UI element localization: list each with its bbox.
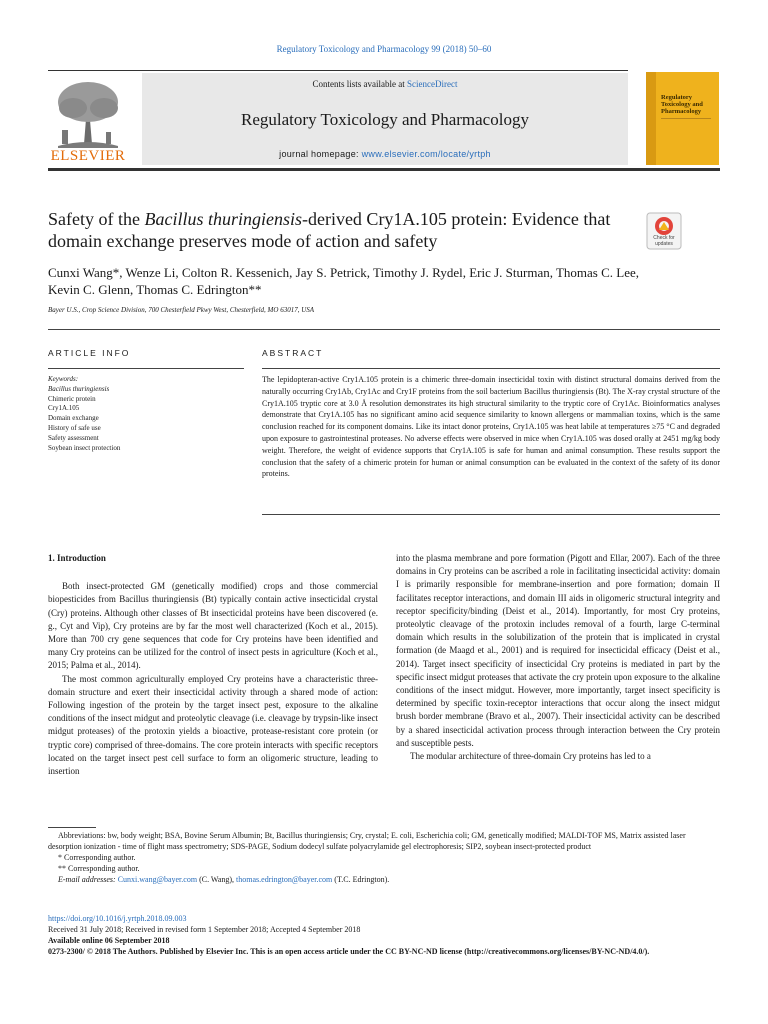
received-dates: Received 31 July 2018; Received in revised form 1 September 2018; Accepted 4 September 2018 <box>48 925 361 934</box>
keyword: Chimeric protein <box>48 394 96 403</box>
header-divider <box>48 329 720 330</box>
email-link-edrington[interactable]: thomas.edrington@bayer.com <box>236 875 333 884</box>
publication-info <box>48 913 720 957</box>
footnotes <box>48 830 720 885</box>
title-part-a: Safety of the <box>48 209 145 229</box>
cover-decoration <box>661 118 711 149</box>
email-addresses <box>48 874 720 885</box>
email-name-wang: (C. Wang), <box>197 875 237 884</box>
keyword: Soybean insect protection <box>48 443 121 452</box>
banner-top-rule <box>48 70 628 71</box>
banner-bottom-rule <box>48 168 720 171</box>
keywords-list <box>48 375 248 453</box>
journal-title: Regulatory Toxicology and Pharmacology <box>241 110 529 129</box>
email-label: E-mail addresses: <box>58 875 118 884</box>
abstract-rule <box>262 368 720 369</box>
journal-citation[interactable]: Regulatory Toxicology and Pharmacology 99 (2018) 50–60 <box>276 44 492 54</box>
article-info-heading: ARTICLE INFO <box>48 348 131 358</box>
article-info-rule <box>48 368 244 369</box>
body-paragraph: The most common agriculturally employed Cry proteins have a characteristic three-domain structure and exert their insecticidal activity through a shared mode of action: Following ingestion of the protein by the target insect pest, exposure to the alkaline conditions of the insect midgut and proteolytic cleavage (i.e. cleavage by trypsin-like insect midgut proteases) of the protoxin yields a bioactive, protease-resistant core protein (or tryptic core) comprised of three-domains. The core protein interacts with specific receptors located on the target insect pest cell surface to form an oligomeric structure, leading to insertion <box>48 673 378 777</box>
body-column-right <box>396 552 720 763</box>
homepage-prefix: journal homepage: <box>279 149 362 159</box>
email-link-wang[interactable]: Cunxi.wang@bayer.com <box>117 875 198 884</box>
homepage-link[interactable]: www.elsevier.com/locate/yrtph <box>361 149 491 159</box>
keyword: Safety assessment <box>48 433 99 442</box>
doi-link[interactable]: https://doi.org/10.1016/j.yrtph.2018.09.003 <box>48 914 187 923</box>
elsevier-wordmark: ELSEVIER <box>50 148 126 164</box>
title-part-b: -derived Cry1A.105 protein: Evidence that domain exchange preserves mode of action and safety <box>48 209 611 251</box>
title-italic: Bacillus thuringiensis <box>144 209 302 229</box>
abstract-bottom-rule <box>262 514 720 515</box>
cover-title: Regulatory Toxicology and Pharmacology <box>661 94 703 115</box>
body-paragraph: into the plasma membrane and pore formation (Pigott and Ellar, 2007). Each of the three domains in Cry proteins can be ascribed a role in facilitating insecticidal activity: domain I is primarily responsible for membrane-insertion and pore formation; domain II facilitates receptor interactions, and domain III aids in oligomeric structural integrity and receptor specificity/binding (Deist et al., 2014). Importantly, for most Cry proteins, proteolytic cleavage of the protoxin includes removal of a fourth, large C-terminal domain which results in the solubilization of the protein that is implicated in crystal formation (de Maagd et al., 2001) and is required for insecticidal efficacy (Deist et al., 2014). Target insect specificity of insecticidal Cry proteins is mediated in part by the specific insect midgut proteases that activate the cry protein upon exposure to the alkaline conditions of the insect midgut. However, more importantly, target insect specificity is determined by specific toxin-receptor interactions that occur along the insect midgut brush border membrane (Bravo et al., 2007). Their insecticidal activity can be described by a shared insecticidal activation process through interaction between the Cry protein and susceptible pests. <box>396 553 720 748</box>
keywords-label: Keywords: <box>48 375 79 383</box>
abbreviations-footnote: Abbreviations: bw, body weight; BSA, Bovine Serum Albumin; Bt, Bacillus thuringiensis; Cry, crystal; E. coli, Escherichia coli; GM, genetically modified; MALDI-TOF MS, Matrix assisted laser desorption ionization - time of flight mass spectrometry; SDS-PAGE, Sodium dodecyl sulfate polyacrylamide gel electrophoresis; SIP2, soybean insect-protected product <box>48 831 686 851</box>
body-paragraph: Both insect-protected GM (genetically modified) crops and those commercial biopesticides from Bacillus thuringiensis (Bt) typically contain active insecticidal crystal (Cry) proteins. Although other classes of Bt insecticidal proteins have been discovered (e. g., Cyt and Vip), Cry proteins are by far the most well characterized (Koch et al., 2015). More than 700 cry gene sequences that code for Cry proteins have been identified and many Cry proteins can be utilized for the control of insect pests in agriculture (Koch et al., 2015; Palma et al., 2014). <box>48 581 378 671</box>
check-for-updates-label[interactable]: Check for updates <box>653 235 675 247</box>
corresponding-author-2: ** Corresponding author. <box>58 864 140 873</box>
license-text: 0273-2300/ © 2018 The Authors. Published by Elsevier Inc. This is an open access article under the CC BY-NC-ND license (http://creativecommons.org/licenses/BY-NC-ND/4.0/). <box>48 947 650 956</box>
abstract-text: The lepidopteran-active Cry1A.105 protein is a chimeric three-domain insecticidal toxin with distinct structural domains derived from the naturally occurring Cry1Ab, Cry1Ac and Cry1F proteins from the soil bacterium Bacillus thuringiensis (Bt). The X-ray crystal structure of the Cry1A.105 tryptic core at 3.0 Å resolution demonstrates its high structural similarity to the tryptic core of Cry1Ac. Bioinformatics analyses demonstrate that Cry1A.105 has no significant amino acid sequence similarity to known allergens or mammalian toxins, which is the same conclusion reached for its component domains. Like its intact donor proteins, Cry1A.105 was heat labile at temperatures ≥75 °C and degraded upon exposure to gastrointestinal proteases. No adverse effects were observed in mice when Cry1A.105 was dosed orally at 2451 mg/kg body weight. Therefore, the weight of evidence supports that Cry1A.105 is safe for human and animal consumption. These results support the conclusion that the safety of a chimeric protein for human or animal consumption can be evaluated in the context of the safety of its donor proteins. <box>262 375 720 479</box>
journal-cover-image <box>646 72 719 165</box>
email-name-edrington: (T.C. Edrington). <box>332 875 390 884</box>
abstract-heading: ABSTRACT <box>262 348 324 358</box>
journal-banner <box>142 73 628 165</box>
contents-prefix: Contents lists available at <box>312 79 407 89</box>
body-column-left <box>48 552 378 778</box>
section-heading: 1. Introduction <box>48 553 106 563</box>
body-paragraph: The modular architecture of three-domain Cry proteins has led to a <box>410 751 651 762</box>
affiliation: Bayer U.S., Crop Science Division, 700 Chesterfield Pkwy West, Chesterfield, MO 63017, USA <box>48 306 315 314</box>
keyword: Bacillus thuringiensis <box>48 384 110 393</box>
sciencedirect-link[interactable]: ScienceDirect <box>407 79 458 89</box>
keyword: History of safe use <box>48 423 101 432</box>
footnote-rule <box>48 827 96 828</box>
corresponding-author-1: * Corresponding author. <box>58 853 136 862</box>
keyword: Domain exchange <box>48 414 99 423</box>
keyword: Cry1A.105 <box>48 404 80 413</box>
author-list: Cunxi Wang*, Wenze Li, Colton R. Kessenich, Jay S. Petrick, Timothy J. Rydel, Eric J. Sturman, Thomas C. Lee, Kevin C. Glenn, Thomas C. Edrington** <box>48 265 640 297</box>
available-online: Available online 06 September 2018 <box>48 936 170 945</box>
cover-spine <box>646 72 656 165</box>
contents-available <box>142 79 628 89</box>
article-title <box>48 208 648 252</box>
journal-homepage <box>142 149 628 159</box>
